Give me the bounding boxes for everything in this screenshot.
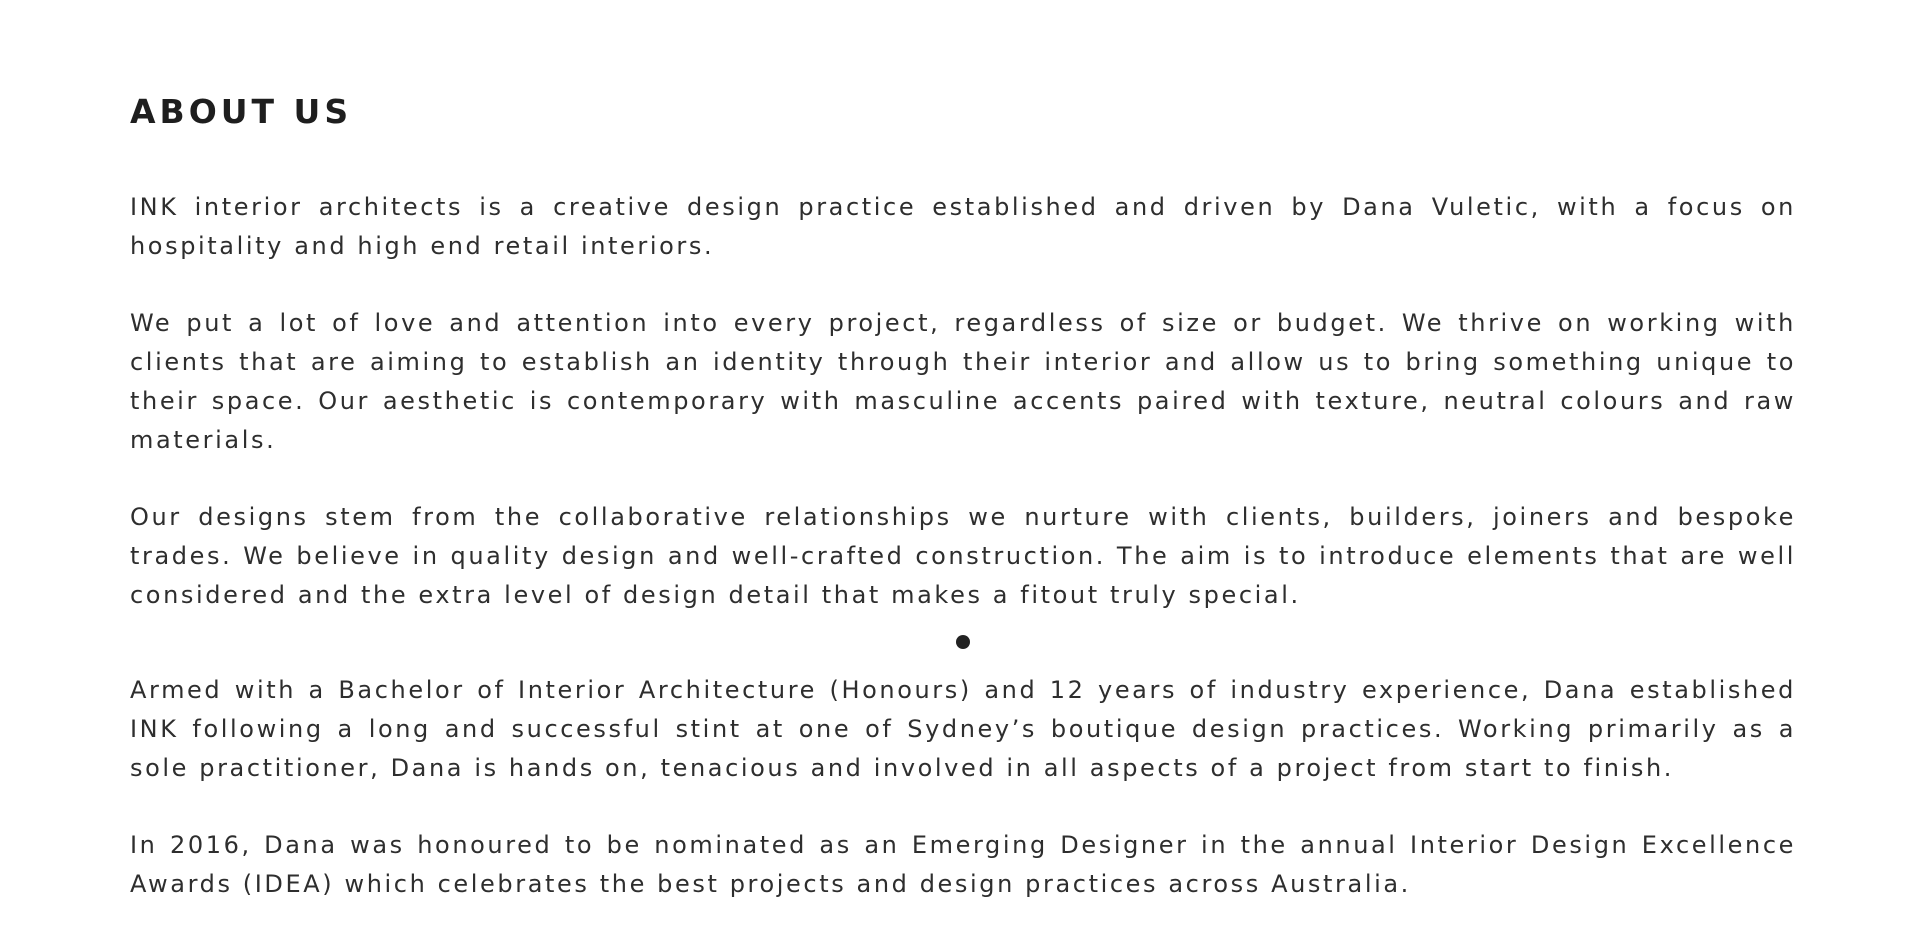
page-title: ABOUT US	[130, 92, 353, 131]
intro-paragraph: INK interior architects is a creative design practice established and driven by Dana Vuletic, with a focus on hospitality and high end retail interiors.	[130, 193, 1796, 260]
about-section	[130, 88, 1796, 904]
bio-paragraph: Armed with a Bachelor of Interior Architecture (Honours) and 12 years of industry experience, Dana established INK following a long and successful stint at one of Sydney’s boutique design practices. Working primarily as a sole practitioner, Dana is hands on, tenacious and involved in all aspects of a project from start to finish.	[130, 676, 1796, 782]
approach-paragraph: We put a lot of love and attention into every project, regardless of size or budget. We thrive on working with clients that are aiming to establish an identity through their interior and allow us to bring something unique to their space. Our aesthetic is contemporary with masculine accents paired with texture, neutral colours and raw materials.	[130, 309, 1796, 454]
section-divider-dot	[956, 635, 970, 649]
award-paragraph: In 2016, Dana was honoured to be nominated as an Emerging Designer in the annual Interior Design Excellence Awards (IDEA) which celebrates the best projects and design practices across Australia.	[130, 831, 1796, 898]
designs-paragraph: Our designs stem from the collaborative relationships we nurture with clients, builders, joiners and bespoke trades. We believe in quality design and well-crafted construction. The aim is to introduce elements that are well considered and the extra level of design detail that makes a fitout truly special.	[130, 503, 1796, 609]
